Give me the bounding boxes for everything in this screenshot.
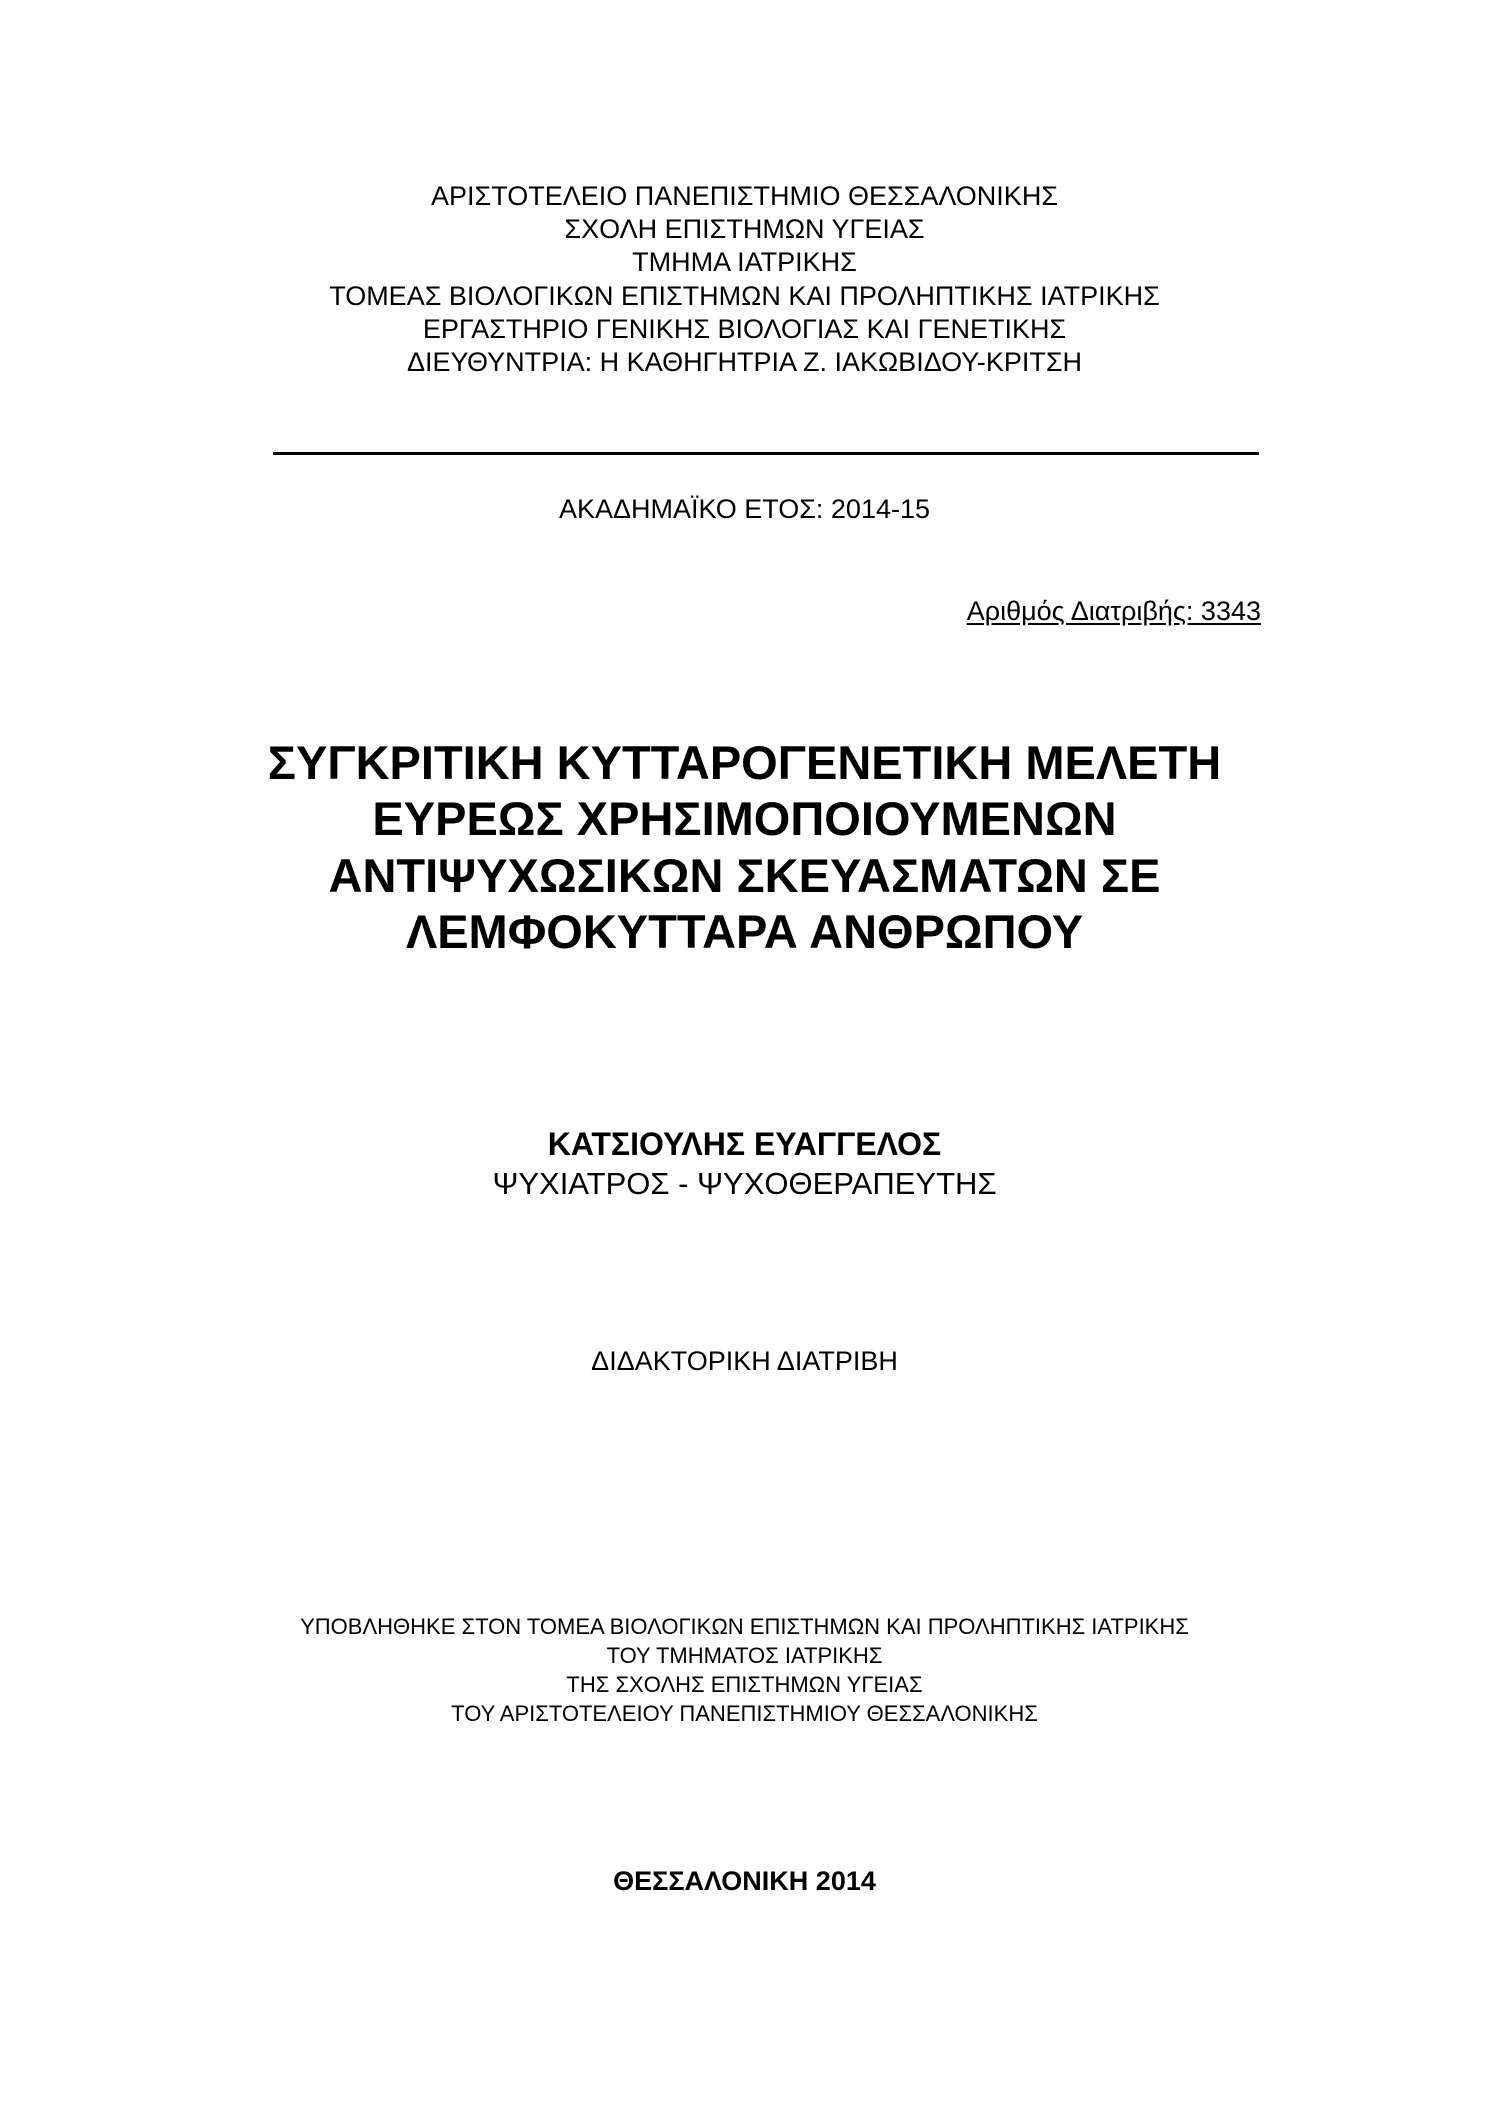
header-school: ΣΧΟΛΗ ΕΠΙΣΤΗΜΩΝ ΥΓΕΙΑΣ [564, 214, 925, 244]
title-line: ΕΥΡΕΩΣ ΧΡΗΣΙΜΟΠΟΙΟΥΜΕΝΩΝ [372, 792, 1117, 845]
academic-year: ΑΚΑΔΗΜΑΪΚΟ ΕΤΟΣ: 2014-15 [558, 494, 931, 524]
header-university: ΑΡΙΣΤΟΤΕΛΕΙΟ ΠΑΝΕΠΙΣΤΗΜΙΟ ΘΕΣΣΑΛΟΝΙΚΗΣ [430, 181, 1059, 211]
submission-line: ΤΗΣ ΣΧΟΛΗΣ ΕΠΙΣΤΗΜΩΝ ΥΓΕΙΑΣ [566, 1672, 923, 1697]
header-sector: ΤΟΜΕΑΣ ΒΙΟΛΟΓΙΚΩΝ ΕΠΙΣΤΗΜΩΝ ΚΑΙ ΠΡΟΛΗΠΤΙΚΗΣ ΙΑΤΡΙΚΗΣ [329, 281, 1160, 311]
header-laboratory: ΕΡΓΑΣΤΗΡΙΟ ΓΕΝΙΚΗΣ ΒΙΟΛΟΓΙΑΣ ΚΑΙ ΓΕΝΕΤΙΚΗΣ [422, 314, 1067, 344]
title-line: ΣΥΓΚΡΙΤΙΚΗ ΚΥΤΤΑΡΟΓΕΝΕΤΙΚΗ ΜΕΛΕΤΗ [267, 736, 1222, 789]
place-and-year: ΘΕΣΣΑΛΟΝΙΚΗ 2014 [613, 1866, 876, 1896]
header-director: ΔΙΕΥΘΥΝΤΡΙΑ: Η ΚΑΘΗΓΗΤΡΙΑ Ζ. ΙΑΚΩΒΙΔΟΥ-ΚΡΙΤΣΗ [406, 347, 1083, 377]
document-type: ΔΙΔΑΚΤΟΡΙΚΗ ΔΙΑΤΡΙΒΗ [591, 1346, 898, 1376]
title-line: ΑΝΤΙΨΥΧΩΣΙΚΩΝ ΣΚΕΥΑΣΜΑΤΩΝ ΣΕ [328, 849, 1161, 902]
submission-line: ΥΠΟΒΛΗΘΗΚΕ ΣΤΟΝ ΤΟΜΕΑ ΒΙΟΛΟΓΙΚΩΝ ΕΠΙΣΤΗΜΩΝ ΚΑΙ ΠΡΟΛΗΠΤΙΚΗΣ ΙΑΤΡΙΚΗΣ [300, 1614, 1189, 1639]
submission-line: ΤΟΥ ΤΜΗΜΑΤΟΣ ΙΑΤΡΙΚΗΣ [606, 1643, 883, 1668]
thesis-number: Αριθμός Διατριβής: 3343 [966, 596, 1261, 626]
submission-line: ΤΟΥ ΑΡΙΣΤΟΤΕΛΕΙΟΥ ΠΑΝΕΠΙΣΤΗΜΙΟΥ ΘΕΣΣΑΛΟΝΙΚΗΣ [451, 1701, 1038, 1726]
author-name: ΚΑΤΣΙΟΥΛΗΣ ΕΥΑΓΓΕΛΟΣ [547, 1126, 942, 1162]
title-line: ΛΕΜΦΟΚΥΤΤΑΡΑ ΑΝΘΡΩΠΟΥ [405, 905, 1084, 958]
horizontal-divider [273, 452, 1259, 455]
author-profession: ΨΥΧΙΑΤΡΟΣ - ΨΥΧΟΘΕΡΑΠΕΥΤΗΣ [492, 1166, 997, 1201]
header-department: ΤΜΗΜΑ ΙΑΤΡΙΚΗΣ [632, 247, 857, 277]
